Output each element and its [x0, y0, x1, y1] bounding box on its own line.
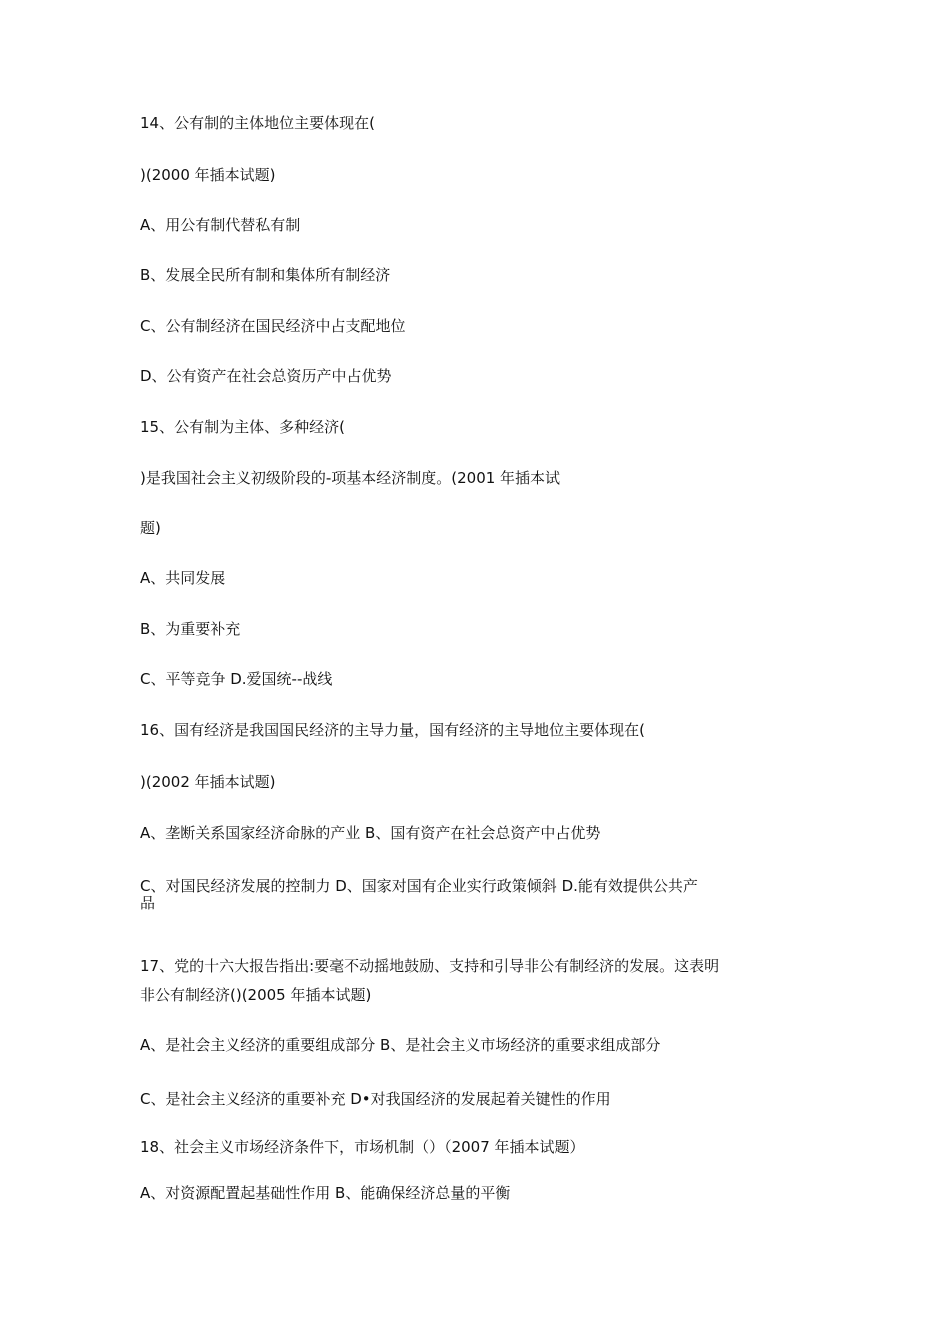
q17-stem-cont: 非公有制经济()(2005 年插本试题) — [140, 986, 372, 1004]
q15-stem-end: 题) — [140, 519, 161, 537]
q16-option-cd: C、对国民经济发展的控制力 D、国家对国有企业实行政策倾斜 D.能有效提供公共产 — [140, 877, 698, 895]
q16-stem-cont: )(2002 年插本试题) — [140, 773, 276, 791]
q14-option-d: D、公有资产在社会总资历产中占优势 — [140, 367, 392, 385]
q18-option-ab: A、对资源配置起基础性作用 B、能确保经济总量的平衡 — [140, 1184, 511, 1202]
q15-stem-cont: )是我国社会主义初级阶段的-项基本经济制度。(2001 年插本试 — [140, 469, 561, 487]
q14-stem: 14、公有制的主体地位主要体现在( — [140, 114, 375, 132]
q17-stem: 17、党的十六大报告指出:要毫不动摇地鼓励、支持和引导非公有制经济的发展。这表明 — [140, 957, 720, 975]
q18-stem: 18、社会主义市场经济条件下，市场机制（）（2007 年插本试题） — [140, 1138, 585, 1156]
q14-stem-cont: )(2000 年插本试题) — [140, 166, 276, 184]
q15-option-a: A、共同发展 — [140, 569, 226, 587]
q14-option-a: A、用公有制代替私有制 — [140, 216, 301, 234]
q14-option-b: B、发展全民所有制和集体所有制经济 — [140, 266, 391, 284]
q15-option-cd: C、平等竞争 D.爱国统--战线 — [140, 670, 333, 688]
q16-option-cd-cont: 品 — [140, 894, 156, 912]
q14-option-c: C、公有制经济在国民经济中占支配地位 — [140, 317, 406, 335]
q17-option-ab: A、是社会主义经济的重要组成部分 B、是社会主义市场经济的重要求组成部分 — [140, 1036, 661, 1054]
q17-option-cd: C、是社会主义经济的重要补充 D•对我国经济的发展起着关键性的作用 — [140, 1090, 611, 1108]
q15-option-b: B、为重要补充 — [140, 620, 241, 638]
q15-stem: 15、公有制为主体、多种经济( — [140, 418, 345, 436]
q16-stem: 16、国有经济是我国国民经济的主导力量，国有经济的主导地位主要体现在( — [140, 721, 645, 739]
q16-option-ab: A、垄断关系国家经济命脉的产业 B、国有资产在社会总资产中占优势 — [140, 824, 601, 842]
